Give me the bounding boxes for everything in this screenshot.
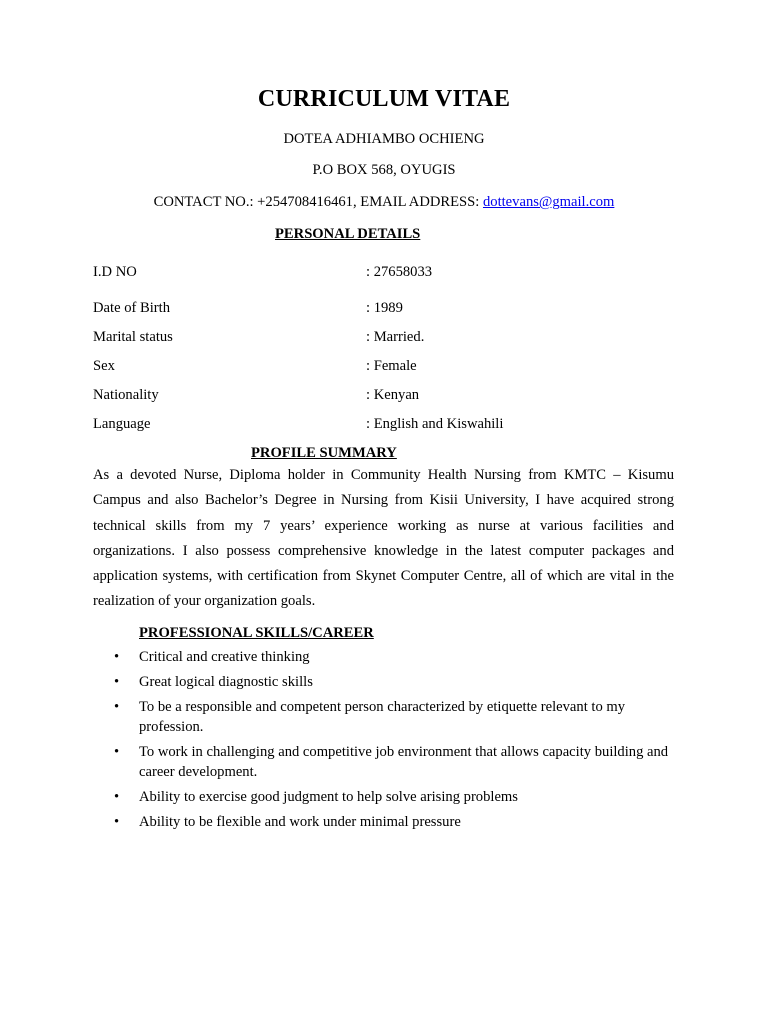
list-item: [93, 697, 674, 737]
bullet-icon: •: [114, 814, 120, 830]
skills-heading: PROFESSIONAL SKILLS/CAREER: [139, 625, 374, 641]
nationality-label: Nationality: [93, 387, 159, 403]
skill-text: Ability to exercise good judgment to help solve arising problems: [139, 789, 518, 805]
email-link[interactable]: dottevans@gmail.com: [482, 194, 615, 210]
bullet-icon: •: [114, 649, 120, 665]
nationality-value: : Kenyan: [366, 387, 420, 403]
document-title: CURRICULUM VITAE: [257, 86, 511, 112]
bullet-icon: •: [114, 789, 120, 805]
skill-text: Critical and creative thinking: [139, 649, 310, 665]
bullet-icon: •: [114, 744, 120, 760]
bullet-icon: •: [114, 699, 120, 715]
marital-status-value: : Married.: [366, 329, 425, 345]
id-number-value: : 27658033: [366, 264, 433, 280]
date-of-birth-value: : 1989: [366, 300, 403, 316]
language-value: : English and Kiswahili: [366, 416, 504, 432]
sex-value: : Female: [366, 358, 417, 374]
sex-label: Sex: [93, 358, 115, 374]
postal-address: P.O BOX 568, OYUGIS: [312, 162, 456, 178]
skill-text: To work in challenging and competitive job environment that allows capacity building and career development.: [139, 744, 669, 780]
id-number-label: I.D NO: [93, 264, 137, 280]
skills-list: [93, 647, 674, 837]
language-label: Language: [93, 416, 151, 432]
list-item: [93, 742, 674, 782]
skill-text: Great logical diagnostic skills: [139, 674, 313, 690]
marital-status-label: Marital status: [93, 329, 173, 345]
list-item: [93, 647, 674, 667]
list-item: [93, 787, 674, 807]
personal-details-heading: PERSONAL DETAILS: [275, 226, 421, 242]
list-item: [93, 672, 674, 692]
skill-text: To be a responsible and competent person characterized by etiquette relevant to my profession.: [139, 699, 626, 735]
profile-summary-text: As a devoted Nurse, Diploma holder in Community Health Nursing from KMTC – Kisumu Campus and also Bachelor’s Degree in Nursing from Kisii University, I have acquired strong technical skills from my 7 years’ experience working as nurse at various facilities and organizations. I also possess comprehensive knowledge in the latest computer packages and application systems, with certification from Skynet Computer Centre, all of which are vital in the realization of your organization goals.: [93, 467, 674, 610]
list-item: [93, 812, 674, 832]
contact-text: CONTACT NO.: +254708416461, EMAIL ADDRESS:: [153, 194, 483, 210]
skill-text: Ability to be flexible and work under minimal pressure: [139, 814, 461, 830]
profile-summary-heading: PROFILE SUMMARY: [251, 445, 397, 461]
candidate-name: DOTEA ADHIAMBO OCHIENG: [283, 131, 485, 147]
bullet-icon: •: [114, 674, 120, 690]
date-of-birth-label: Date of Birth: [93, 300, 171, 316]
contact-line: [0, 194, 768, 211]
